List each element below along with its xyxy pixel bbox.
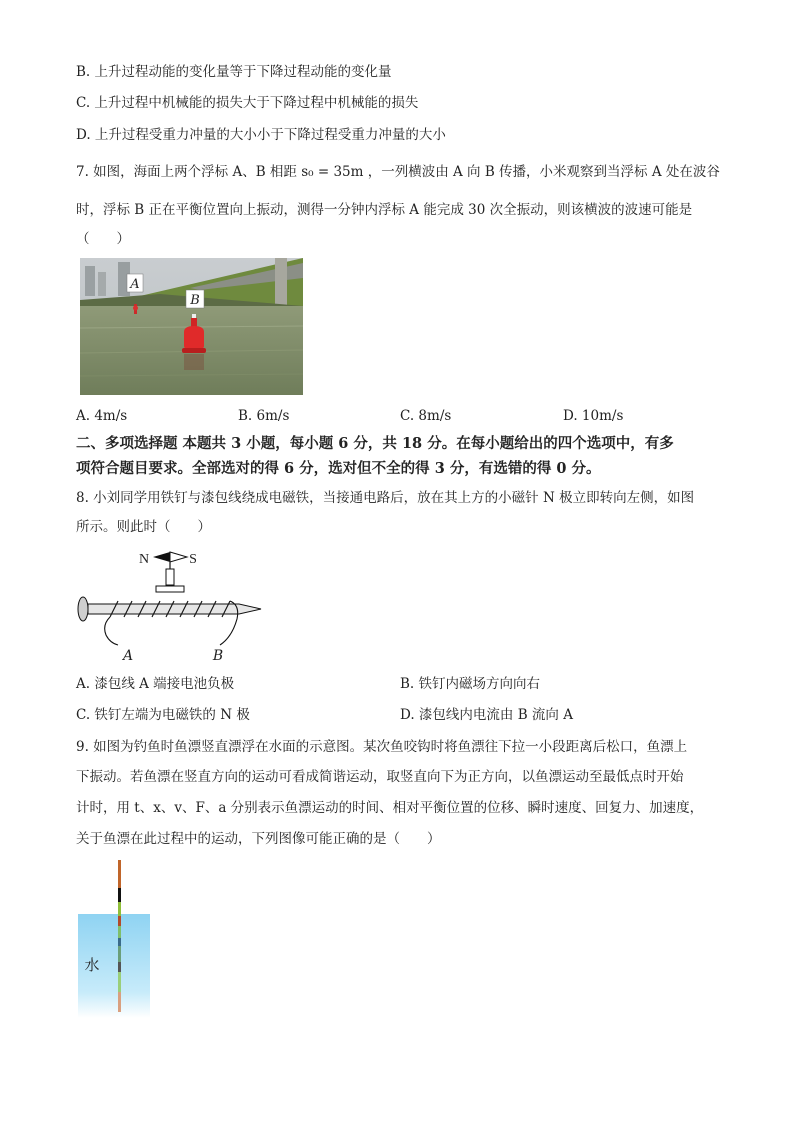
q6-option-b: B. 上升过程动能的变化量等于下降过程动能的变化量 — [76, 64, 392, 80]
q7-option-d: D. 10m/s — [563, 408, 624, 424]
compass-needle-n-icon — [153, 552, 170, 562]
wire-end-label-b: B — [212, 648, 224, 664]
wire-end-label-a: A — [122, 648, 134, 664]
electromagnet-drawing — [74, 545, 269, 665]
q7-option-a: A. 4m/s — [76, 408, 128, 424]
nail-head-icon — [78, 597, 88, 621]
q7-option-c: C. 8m/s — [400, 408, 452, 424]
fishing-float-figure — [78, 858, 154, 1022]
needle-label-n: N — [138, 552, 150, 567]
electromagnet-figure — [74, 545, 269, 669]
q9-stem-line3: 计时，用 t、x、v、F、a 分别表示鱼漂运动的时间、相对平衡位置的位移、瞬时速度、回复力、加速度， — [76, 800, 704, 816]
buoy-b-icon — [184, 326, 204, 350]
buoy-photo-drawing — [80, 258, 303, 395]
section2-heading-line1: 二、多项选择题 本题共 3 小题，每小题 6 分，共 18 分。在每小题给出的四个选项中，有多 — [76, 435, 674, 452]
q7-stem-line2: 时，浮标 B 正在平衡位置向上振动，测得一分钟内浮标 A 能完成 30 次全振动，则该横波的波速可能是 — [76, 202, 693, 218]
q8-stem-line1: 8. 小刘同学用铁钉与漆包线绕成电磁铁，当接通电路后，放在其上方的小磁针 N 极立即转向左侧，如图 — [76, 490, 695, 506]
buoy-label-a: A — [130, 277, 140, 292]
q9-stem-line4: 关于鱼漂在此过程中的运动，下列图像可能正确的是（ ） — [76, 831, 441, 847]
q6-option-d: D. 上升过程受重力冲量的大小小于下降过程受重力冲量的大小 — [76, 127, 446, 143]
q7-stem-line1: 7. 如图，海面上两个浮标 A、B 相距 s₀ = 35m ，一列横波由 A 向 B 传播，小米观察到当浮标 A 处在波谷 — [76, 164, 720, 180]
q9-stem-line1: 9. 如图为钓鱼时鱼漂竖直漂浮在水面的示意图。某次鱼咬钩时将鱼漂往下拉一小段距离后松口，鱼漂上 — [76, 739, 688, 755]
q8-stem-line2: 所示。则此时（ ） — [76, 519, 211, 535]
q6-option-c: C. 上升过程中机械能的损失大于下降过程中机械能的损失 — [76, 95, 419, 111]
buoy-photo — [80, 258, 303, 395]
q9-stem-line2: 下振动。若鱼漂在竖直方向的运动可看成简谐运动，取竖直向下为正方向，以鱼漂运动至最低点时开始 — [76, 769, 684, 785]
section2-heading-line2: 项符合题目要求。全部选对的得 6 分，选对但不全的得 3 分，有选错的得 0 分。 — [76, 460, 601, 477]
buoy-label-b: B — [190, 293, 200, 308]
q7-option-b: B. 6m/s — [238, 408, 290, 424]
water-label: 水 — [84, 956, 100, 974]
needle-label-s: S — [189, 552, 197, 567]
fishing-float-drawing — [78, 858, 154, 1018]
q8-option-c: C. 铁钉左端为电磁铁的 N 极 — [76, 707, 250, 723]
q8-option-d: D. 漆包线内电流由 B 流向 A — [400, 707, 573, 723]
q8-option-b: B. 铁钉内磁场方向向右 — [400, 676, 541, 692]
q7-stem-line3: （ ） — [76, 231, 130, 247]
compass-needle-s-icon — [170, 552, 187, 562]
q8-option-a: A. 漆包线 A 端接电池负极 — [76, 676, 235, 692]
